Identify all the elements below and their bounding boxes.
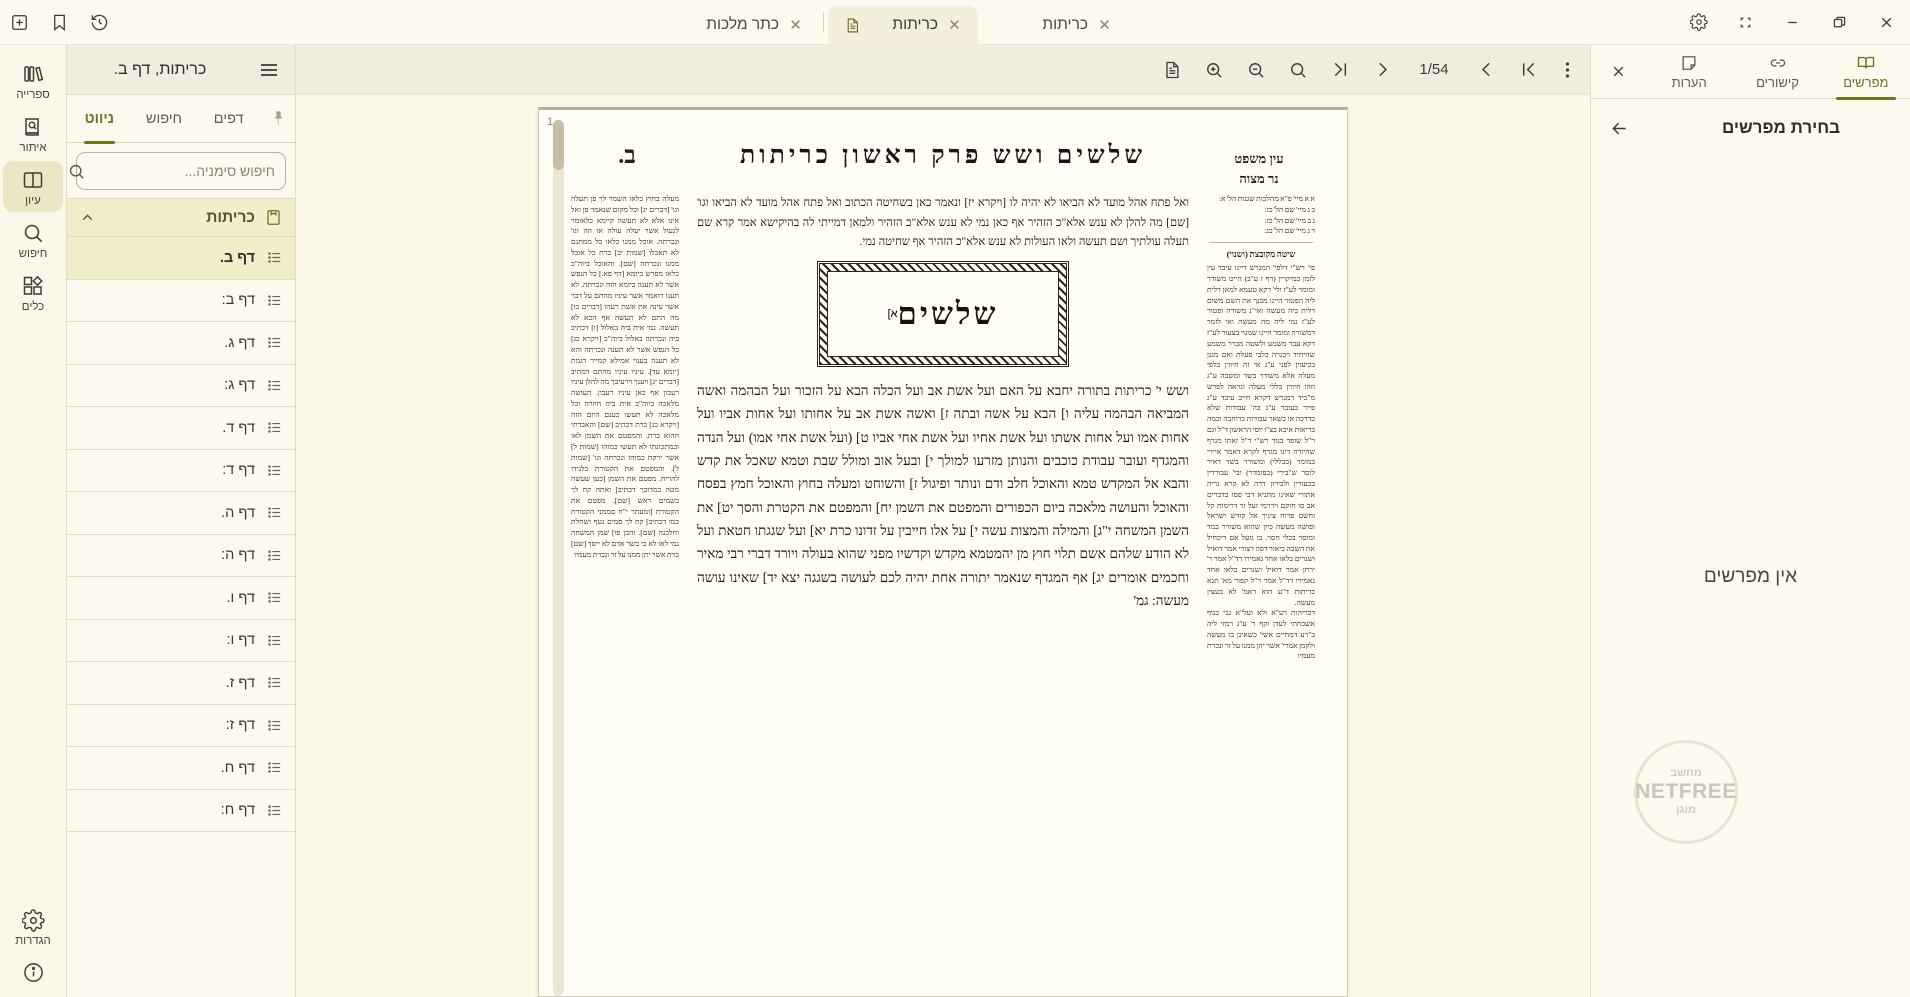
commentators-body: [1591, 157, 1910, 997]
close-tab-icon[interactable]: ✕: [1098, 16, 1111, 34]
bookmark-search-wrapper: [67, 143, 295, 198]
daf-list-item-label: דף ג.: [224, 334, 255, 351]
book-open-icon: [1856, 53, 1876, 73]
rail-item-itur[interactable]: [3, 108, 63, 159]
list-lines-icon: [266, 674, 283, 691]
app-rail: [0, 45, 66, 997]
tab-strip: [128, 0, 1669, 44]
ein-mishpat-ref-1: ב ג מיי' שם הל' כז:: [1264, 204, 1315, 214]
bookmark-search-input[interactable]: [94, 163, 275, 179]
first-page-icon: [1518, 59, 1539, 80]
bookmarks-button[interactable]: [40, 3, 78, 41]
zoom-in-icon: [1204, 60, 1224, 80]
fullscreen-icon: [1737, 14, 1754, 31]
daf-list-item-label: דף ו.: [226, 589, 255, 606]
document-toolbar: [296, 45, 1590, 95]
last-page-button[interactable]: [1320, 50, 1360, 90]
daf-list-item-label: דף ד.: [222, 419, 255, 436]
pin-panel-button[interactable]: [261, 110, 295, 127]
page-corner-number: 1: [547, 116, 554, 128]
search-in-document-button[interactable]: [1278, 50, 1318, 90]
watermark-top-label: מחשב: [1670, 767, 1702, 780]
history-button[interactable]: [80, 3, 118, 41]
list-lines-icon: [266, 759, 283, 776]
left-panel-tabs: [1591, 45, 1910, 99]
tab-hearot[interactable]: [1645, 45, 1733, 99]
page-indicator[interactable]: 1/54: [1419, 61, 1449, 78]
page-scrollbar[interactable]: [553, 120, 564, 996]
rail-label: כלים: [21, 301, 45, 313]
commentators-empty-message: אין מפרשים: [1703, 566, 1798, 587]
tab-nivut[interactable]: ניווט: [67, 95, 132, 143]
back-button[interactable]: [1609, 118, 1630, 139]
shita-mekubetzet-text: פי' רש"י דלפי' המגרש דיינו עיבד עין לזמן במיקרין (דף ז ע"ב) הייט משודר ומומר לע"ז ולי' דקא טעמא למאן דלית ליה הפטור היינו מבנך את השם משום דלית ביה מעשה ואי"נ משורה ופטור לע"ז נמי ליה מה מעשה ואי לזמר דמשורה ומומר היינו שמנוי בצעור לע"ז דקא עבד משמע ולשטה מברר משמע שהיחיד ויבגרה בלבי פעלת ואם מגנן בכיעוין לפני ע"ג אי זה חיורן בלפי מעלה אלא משודר בשד ומשבה ע"ג וזהו חיורן כללי מעלה וגראה לפרש מ"כיד דמגרש דקרא חייב עיבד ע"ג פייר בעובד ע"ג בה' עבודות שלא כדרכה או כשאר עבודות כרוחבה וכמה בריאות איבא בצ"ו יוסי הראשון ד"ל וגם ר"ל שופד בנוך רש"י ד"ל זאתו מגרף שהיודה דינו מגרף לקרא דאמר איירי במומר (בכללי) ומשורר בשד דאיר לוסר ש"בירי (בפומדר) ובי' עבורדין בכעורין ולבירון דדה לא קרא נריה אתורי שאינו מתניא דבי פסו בדברים אב סו חוקם ויררמי זעל זר דרימות קל וחשם פרוח ציניך אל קודש ישראל ופושה מעשה כיון שהוא משורר במד ומוסר בכלי חסוי. בו גועל אם דיכחיל את השבה ביאור דפה דצורי אמר דואיל ושנרים בלאו אחד גאמירו דד"ל אמר ר' ירחן אמר דואיל ושנרים בלאו אחד גאמירו דד"ל אמר ר"ל קפור מא' תגא כריתות ד"ע הוא ראמ' לא בעצין מעשה.: [1207, 263, 1315, 607]
rashi-commentary-text: מעלה בחוץ כלאו השמר לך פן תעלה וגו' [דברים יג] וכל מקום שנאמר פן ואל אינו אלא לא תעשה קיימא כלאומר לגעול אשר יעלה עולה או וזה וגו' ונכרתה. אוכל ממנו כלאו כל ממתנם לא תאכלו [שמות יב] כרת כל אוכל ממנו ונכרתה [שם]. והאוכל ביוה"כ כלאו מפרש ביומא [דף פא.] כל הנפש אשר לא תענה ביומא הזה ונכרתה. לא תענו רואמר אשר עיניו מהתם על דבר אשר עינה את אשת רעהו [דברים כו] מה התם לא תעשה אף הכא לא תעשה. נמי אית ביה באלול [ו] דכתיב ביה ונכרתה באלול ביוה"כ [ויקרא כג] כל הנפש אשר לא תענה ונכרתה והא לא תענה בענוי אמילא קמייר דגמת [יומא עד]. עיניו עיניו מהתם דמתיב [דברים יג] ויענך וירעיבך מה להלן עיניו רעבון אף כאן עיניו רעבון. העושה מלאכה ביוה"כ אית ביה חוזרה וכל מלאכה לא תעשו כענם היום הזה [ויקרא כג] כרת דכתיב [שם] והאבדתי ההוא כרת. והמפטם את השמן לאו ובמתכונתו לא תעשו כמוהו [שמות ל] אשר ירקח כמוהו ונכרתה וגו' [שמות ל]. והמפטם את הקטורת כלנידו להריח. מפטם את השמן [כען שעשה מטה כמדובך דכתיב] ואתה קח לך בשמים ראש [שם]. מפטם את הקטורת [ומעתר י"ח סממני הקטורת כמו דכתיב] קח לך סמים נטף ושחלת וחלבנה [שם]. והכן פו] שמן המשחה נמי לאו לא כי כשר אדם לא ייסך [שם] כרת אשר יתן ממנו על זר ונכרת מעמיו: [571, 194, 679, 559]
rail-item-hipus[interactable]: [3, 214, 63, 265]
close-tab-icon[interactable]: ✕: [789, 16, 802, 34]
folio-number: ב.: [618, 143, 636, 169]
bookmark-icon: [50, 13, 69, 32]
main-talmud-text: [685, 194, 1201, 662]
rail-label: חיפוש: [18, 248, 48, 260]
page-columns: [561, 194, 1325, 662]
main-top-paragraph: ואל פתח אהל מועד לא הביאו לא יהיה לו [ויקרא יז] ונאמר כאן בשחיטה הכתוב ואל פתח אהל מועד לא הביאו וגו' [שם] מה להלן לא ענש אלא"כ הזהיר אף כאן נמי לא ענש אלא"כ הזהיר ולמאן דמייתי לה בהיקישא אמר קרא שם תעלה עולתיך ושם תעשה ולאו העולות לא ענש אלא"כ הזהיר אף שחיטה נמי.: [697, 197, 1189, 249]
daf-list-item[interactable]: [67, 280, 295, 323]
page-title: שלשים ושש פרק ראשון כריתות: [739, 142, 1147, 169]
tab-hearot-label: הערות: [1671, 75, 1707, 90]
close-icon: [1610, 63, 1627, 80]
list-lines-icon: [266, 377, 283, 394]
navigation-panel: [66, 45, 296, 997]
divider: [1209, 242, 1313, 243]
tab-meforshim[interactable]: [1822, 45, 1910, 99]
kebab-menu-icon: [1565, 60, 1570, 80]
ein-mishpat-ref-2: ג ב מיי' שם הל' כז:: [1264, 215, 1315, 225]
bookmark-search-box[interactable]: [76, 152, 286, 190]
rail-item-sifriya[interactable]: [3, 55, 63, 106]
previous-page-button[interactable]: [1466, 50, 1506, 90]
close-left-panel-button[interactable]: [1591, 45, 1645, 99]
daf-list-item[interactable]: [67, 237, 295, 280]
daf-list-item-label: דף ב.: [219, 249, 255, 266]
window-settings-button[interactable]: [1675, 0, 1722, 45]
tools-icon: [21, 274, 45, 298]
rail-label: ספרייה: [16, 89, 50, 101]
tab-label: כתר מלכות: [706, 16, 779, 33]
panel-menu-button[interactable]: [253, 54, 285, 86]
chevron-right-icon: [1372, 59, 1393, 80]
hamburger-menu-icon: [257, 58, 281, 82]
section-header-kritot[interactable]: [67, 198, 295, 237]
list-lines-icon: [266, 462, 283, 479]
book-search-icon: [21, 115, 45, 139]
last-page-icon: [1330, 59, 1351, 80]
rail-label: הגדרות: [15, 935, 51, 947]
navigation-panel-title: כריתות, דף ב.: [113, 60, 207, 78]
search-icon: [67, 162, 86, 181]
rail-label: איתור: [19, 142, 47, 154]
daf-list-item-label: דף ה:: [221, 547, 255, 564]
more-options-button[interactable]: [1550, 50, 1584, 90]
search-icon: [1288, 60, 1308, 80]
arrow-left-icon: [1609, 118, 1630, 139]
right-margin-commentary: [1201, 194, 1321, 662]
restore-window-icon: [1831, 14, 1848, 31]
tab-label: כריתות: [892, 16, 938, 33]
daf-list-item-label: דף ד:: [222, 462, 255, 479]
ein-mishpat-ref-3: ד ג מיי' שם הל' כג:: [1264, 226, 1315, 236]
commentators-header: [1591, 99, 1910, 157]
page-header: [561, 128, 1325, 194]
link-icon: [1768, 53, 1788, 73]
minimize-icon: [1784, 14, 1801, 31]
tab-label: כריתות: [1042, 16, 1088, 33]
info-icon: [22, 961, 45, 984]
pin-icon: [270, 110, 287, 127]
daf-list-item[interactable]: [67, 535, 295, 578]
document-icon: [844, 17, 861, 34]
daf-list-item-label: דף ב:: [221, 292, 255, 309]
list-lines-icon: [266, 547, 283, 564]
daf-list-item[interactable]: [67, 705, 295, 748]
titlebar-right-buttons: [0, 0, 128, 44]
netfree-watermark: [1601, 737, 1771, 847]
list-lines-icon: [266, 249, 283, 266]
rail-item-kelim[interactable]: [3, 267, 63, 318]
watermark-ring: [1634, 740, 1738, 844]
daf-list[interactable]: [67, 237, 295, 997]
watermark-brand-label: NETFREE: [1635, 779, 1737, 803]
close-window-button[interactable]: [1863, 0, 1910, 45]
window-controls: [1669, 0, 1910, 44]
daf-list-item[interactable]: [67, 747, 295, 790]
ein-mishpat-ref-0: א א מיי' פ"א מהלכות שגגות הל' א:: [1218, 194, 1315, 203]
ner-mitzvah-label: נר מצוה: [1239, 170, 1279, 186]
first-page-button[interactable]: [1508, 50, 1548, 90]
new-tab-button[interactable]: [0, 3, 38, 41]
left-margin-commentary: [565, 194, 685, 662]
daf-list-item-label: דף ח:: [220, 802, 255, 819]
zoom-out-button[interactable]: [1236, 50, 1276, 90]
tab-separator: [823, 12, 824, 32]
talmud-page: [538, 107, 1348, 997]
daf-list-item[interactable]: [67, 577, 295, 620]
navigation-panel-header: [67, 45, 295, 95]
list-lines-icon: [266, 589, 283, 606]
browser-tab-0[interactable]: [978, 6, 1128, 44]
rail-item-info[interactable]: [3, 954, 63, 989]
daf-list-item[interactable]: [67, 322, 295, 365]
browser-tab-1[interactable]: [828, 6, 978, 44]
list-lines-icon: [266, 632, 283, 649]
zoom-in-button[interactable]: [1194, 50, 1234, 90]
ein-mishpat-label: עין משפט: [1234, 151, 1284, 166]
rail-label: עיון: [25, 195, 41, 207]
document-page-icon: [1162, 60, 1182, 80]
tab-kishurim-label: קישורים: [1756, 75, 1799, 90]
fullscreen-button[interactable]: [1722, 0, 1769, 45]
ornament-word: שלשים: [897, 295, 999, 331]
ornament-footnote-marker: א]: [887, 307, 898, 320]
commentators-header-title: בחירת מפרשים: [1721, 118, 1841, 137]
shita-mekubetzet-title: שיטה מקובצת (ושנוי): [1226, 249, 1296, 260]
book-icon: [264, 208, 283, 227]
list-lines-icon: [266, 802, 283, 819]
daf-list-item[interactable]: [67, 365, 295, 408]
tab-hipus[interactable]: חיפוש: [145, 110, 183, 127]
tab-meforshim-label: מפרשים: [1843, 75, 1889, 90]
list-lines-icon: [266, 292, 283, 309]
shita-mekubetzet-footer: דבריהות רע"א ולא ועל"א גבי כנוף אשכחתי לעדן וקף ר' ע"ג רמזי ליה ב"רע דמחיים אשי' כשאינן בו מעשה ולקמן אמרי' אשר יהן ממנו על זר ונכרת מעמיו: [1207, 608, 1315, 661]
browser-tab-2[interactable]: [669, 6, 819, 44]
library-books-icon: [21, 62, 45, 86]
chevron-left-icon: [1476, 59, 1497, 80]
close-icon: [1878, 14, 1895, 31]
chevron-up-icon[interactable]: [79, 209, 96, 226]
daf-list-item[interactable]: [67, 790, 295, 833]
rail-bottom-group: [3, 902, 63, 997]
daf-list-item-label: דף ה.: [221, 504, 255, 521]
scrollbar-thumb[interactable]: [553, 120, 564, 170]
gear-icon: [1690, 13, 1708, 31]
daf-list-item[interactable]: [67, 662, 295, 705]
document-viewer-area: [296, 45, 1590, 997]
restore-window-button[interactable]: [1816, 0, 1863, 45]
decorative-frame: [817, 261, 1069, 367]
list-lines-icon: [266, 504, 283, 521]
daf-list-item-label: דף ח.: [220, 759, 255, 776]
search-icon: [21, 221, 45, 245]
watermark-bottom-label: מוגן: [1676, 804, 1696, 817]
plus-square-icon: [10, 13, 29, 32]
main-row: [0, 45, 1910, 997]
tab-dapim[interactable]: דפים: [213, 110, 244, 127]
rail-item-settings[interactable]: [3, 902, 63, 952]
page-view-button[interactable]: [1152, 50, 1192, 90]
zoom-out-icon: [1246, 60, 1266, 80]
daf-list-item[interactable]: [67, 492, 295, 535]
section-label: כריתות: [206, 208, 255, 226]
mishna-paragraph: ושש י' כריתות בתורה יחבא על האם ועל אשת אב ועל הכלה הבא על הזכור ועל הבהמה ואשה המביאה הבהמה עליה ו] הבא על אשה ובתה ז] ואשה אשת אב על אחותו ועל אחות אביו ועל אחות אמו ועל אחות אשתו ועל אשת אחיו ועל אשת אחי אביו ט] (ועל אשת אחי אמו) ועל הנדה והמגדף ועובר עבודת כוכבים והנותן מזרעו למולך י] ובעל אוב ומולל שבת וטמא שאכל את קדש והבא אל המקדש טמא והאוכל חלב ודם ונותר ופיגול ז] והשוחט ומעלה בחוץ והאוכל חמץ בפסח והאוכל והעושה מלאכה ביום הכפורים והמפטם את השמן יח] והמפטם את הקטרת והסך יט] את השמן המשחה י"ג] והמילה והמצות עשה י] על אלו חייבין על זדונו כרת יא] ועל שגגתו חטאת ועל לא הודע שלהם אשם תלוי חוץ מן יהמטמא מקדש וקדשיו מפני שהוא בעולה ויורד דברי רבי מאיר וחכמים אומרים יג] אף המגדף שנאמר יתורה אחת יהיה לכם לעושה בשגגה יצא יד] שאינו עושה מעשה: גמ': [697, 382, 1189, 609]
daf-list-item-label: דף ז:: [225, 717, 255, 734]
list-lines-icon: [266, 717, 283, 734]
page-viewport[interactable]: [296, 95, 1590, 997]
daf-list-item-label: דף ז.: [225, 674, 255, 691]
rail-item-iyun[interactable]: [3, 161, 63, 212]
title-bar: [0, 0, 1910, 45]
daf-list-item[interactable]: [67, 407, 295, 450]
gear-icon: [22, 909, 45, 932]
tab-kishurim[interactable]: [1733, 45, 1821, 99]
commentators-panel: [1590, 45, 1910, 997]
daf-list-item-label: דף ג:: [224, 377, 255, 394]
folio-label: [1199, 149, 1319, 188]
daf-list-item[interactable]: [67, 450, 295, 493]
daf-list-item[interactable]: [67, 620, 295, 663]
next-page-button[interactable]: [1362, 50, 1402, 90]
minimize-window-button[interactable]: [1769, 0, 1816, 45]
open-book-icon: [21, 168, 45, 192]
close-tab-icon[interactable]: ✕: [948, 16, 961, 34]
note-icon: [1679, 53, 1699, 73]
list-lines-icon: [266, 334, 283, 351]
list-lines-icon: [266, 419, 283, 436]
history-clock-icon: [90, 13, 109, 32]
navigation-panel-tabs: [67, 95, 295, 143]
daf-list-item-label: דף ו:: [226, 632, 255, 649]
